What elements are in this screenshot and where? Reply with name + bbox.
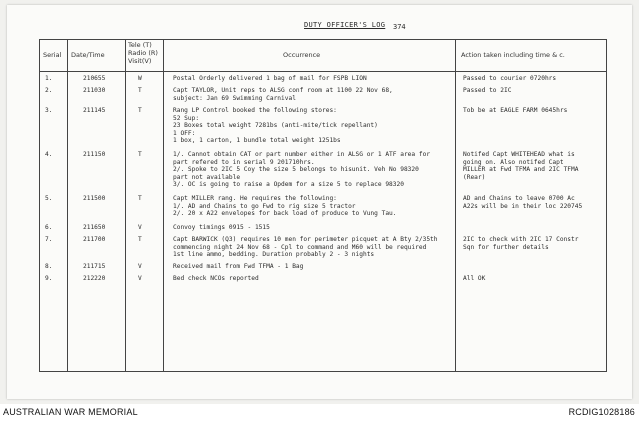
occurrence-col-rule (455, 39, 456, 371)
row-datetime: 211715 (83, 263, 106, 270)
row-mode: T (138, 236, 142, 243)
row-datetime: 211700 (83, 236, 106, 243)
header-serial: Serial (43, 51, 62, 59)
row-occurrence: Convoy timings 0915 - 1515 (173, 224, 270, 231)
header-visit: Visit(V) (128, 57, 152, 65)
table-bottom-rule (39, 371, 607, 372)
row-datetime: 212220 (83, 275, 106, 282)
row-mode: T (138, 195, 142, 202)
row-datetime: 210655 (83, 75, 106, 82)
row-occurrence: Rang LP Control booked the following stores: 52 Sup: 23 Boxes total weight 7281bs (anti-mite/tick repellant) 1 OFF: 1 box, 1 carton, 1 bundle total weight 1251bs (173, 107, 378, 145)
serial-col-rule (67, 39, 68, 371)
row-datetime: 211650 (83, 224, 106, 231)
datetime-col-rule (125, 39, 126, 371)
header-tele: Tele (T) (128, 41, 152, 49)
log-sheet (7, 5, 632, 399)
row-mode: T (138, 87, 142, 94)
row-mode: T (138, 107, 142, 114)
row-action: Passed to 2IC (463, 87, 512, 94)
row-datetime: 211145 (83, 107, 106, 114)
row-occurrence: 1/. Cannot obtain CAT or part number either in ALSG or 1 ATF area for part refered to in serial 9 201710hrs. 2/. Spoke to 2IC 5 Coy the size 5 belongs to hisunit. Veh No 98320 part not available 3/. OC is going to raise a Opdem for a size 5 to replace 98320 (173, 151, 431, 189)
row-occurrence: Postal Orderly delivered 1 bag of mail for FSPB LION (173, 75, 367, 82)
row-serial: 1. (45, 75, 53, 82)
table-right-rule (606, 39, 607, 371)
row-occurrence: Bed check NCOs reported (173, 275, 259, 282)
row-action: Notifed Capt WHITEHEAD what is going on. Also notifed Capt MILLER at Fwd TFMA and 2IC TFMA (Rear) (463, 151, 579, 181)
header-radio: Radio (R) (128, 49, 158, 57)
row-serial: 9. (45, 275, 53, 282)
row-mode: V (138, 224, 142, 231)
row-mode: T (138, 151, 142, 158)
document-title: DUTY OFFICER'S LOG (304, 21, 386, 29)
header-action: Action taken including time & c. (461, 51, 565, 59)
row-occurrence: Capt BARWICK (Q3) requires 10 men for perimeter picquet at A Bty 2/35th commencing night 24 Nov 68 - Cpl to command and M60 will be required 1st line ammo, bedding. Duration probably 2 - 3 nights (173, 236, 438, 259)
row-action: Passed to courier 0720hrs (463, 75, 557, 82)
footer-credit: AUSTRALIAN WAR MEMORIAL (3, 407, 138, 417)
row-serial: 8. (45, 263, 53, 270)
row-serial: 3. (45, 107, 53, 114)
row-serial: 6. (45, 224, 53, 231)
page-number: 374 (393, 23, 406, 31)
row-action: All OK (463, 275, 486, 282)
row-serial: 4. (45, 151, 53, 158)
table-left-rule (39, 39, 40, 371)
row-serial: 7. (45, 236, 53, 243)
row-occurrence: Received mail from Fwd TFMA - 1 Bag (173, 263, 304, 270)
row-action: 2IC to check with 2IC 17 Constr Sqn for further details (463, 236, 579, 251)
row-mode: V (138, 275, 142, 282)
row-datetime: 211030 (83, 87, 106, 94)
header-occurrence: Occurrence (283, 51, 321, 59)
header-datetime: Date/Time (71, 51, 105, 59)
row-serial: 5. (45, 195, 53, 202)
row-mode: V (138, 263, 142, 270)
row-occurrence: Capt MILLER rang. He requires the following: 1/. AD and Chains to go Fwd to rig size 5 tractor 2/. 20 x A22 envelopes for back load of produce to Vung Tau. (173, 195, 397, 218)
mode-col-rule (163, 39, 164, 371)
row-mode: W (138, 75, 142, 82)
row-action: AD and Chains to leave 0700 Ac A22s will be in their loc 220745 (463, 195, 583, 210)
log-table (39, 39, 607, 372)
footer-record-id: RCDIG1028186 (568, 407, 635, 417)
row-occurrence: Capt TAYLOR, Unit reps to ALSG conf room at 1100 22 Nov 68, subject: Jan 69 Swimming Carnival (173, 87, 393, 102)
row-datetime: 211500 (83, 195, 106, 202)
row-serial: 2. (45, 87, 53, 94)
row-datetime: 211150 (83, 151, 106, 158)
row-action: Tob be at EAGLE FARM 0645hrs (463, 107, 568, 114)
